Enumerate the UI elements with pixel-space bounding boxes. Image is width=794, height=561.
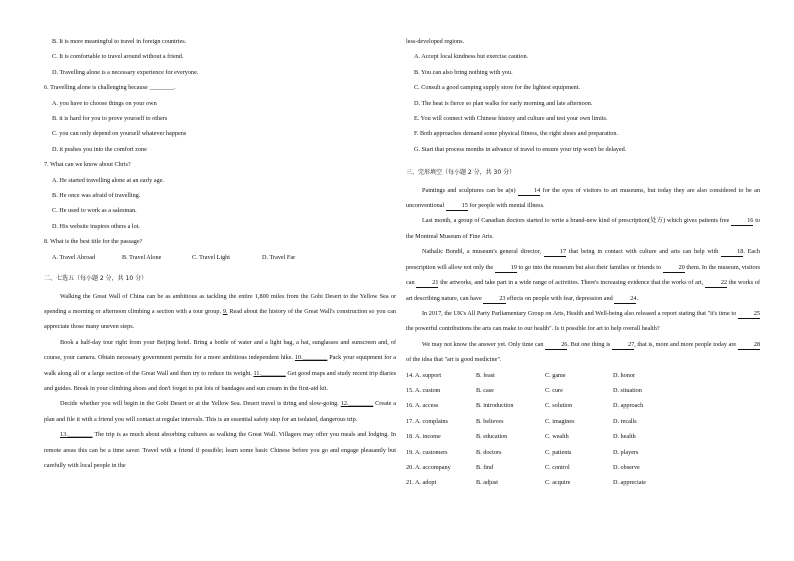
q6-option-c: C. you can only depend on yourself whatever happens (52, 130, 187, 138)
q8-stem: 8. What is the best title for the passage? (44, 238, 143, 246)
s2-option-g: G. Start that process months in advance of travel to ensure your trip won't be delayed. (414, 145, 627, 153)
s3-paragraph-2: Last month, a group of Canadian doctors started to write a brand-new kind of prescription(处方) which gives patients free 16 to the Montreal Museum of Fine Arts. (406, 217, 761, 240)
q8-option-d: D. Travel Far (262, 253, 296, 261)
s2-paragraph-3: Decide whether you will begin in the Gobi Desert or at the Yellow Sea. Desert travel is tiring and slow-going. 12.________ Create a plan and file it with a friend you will contact at regular intervals. This is an essential safety step for an isolated, dangerous trip. (44, 400, 396, 423)
q5-option-c: C. It is comfortable to travel around without a friend. (52, 53, 184, 61)
q7-option-d: D. His website inspires others a lot. (52, 222, 140, 230)
blank-13: 13.________ (60, 431, 93, 439)
blank-14: 14 (518, 187, 540, 196)
right-column (406, 34, 760, 491)
q6-stem: 6. Travelling alone is challenging because ________. (44, 84, 176, 92)
choice-row-14: 14. A. support B. feast C. game D. honor (406, 371, 635, 379)
left-column (44, 34, 396, 473)
q8-option-b: B. Travel Alone (122, 253, 162, 261)
q7-option-c: C. He used to work as a salesman. (52, 207, 137, 215)
s2-paragraph-2: Book a half-day tour right from your Beijing hotel. Bring a bottle of water and a light bag, a hat, sunglasses and sunscreen and, of course, your camera. Obtain necessary government permits for a more ambitious independent hike. 10.________ Pack your equipment for a walk along all or a large section of the Great Wall and then try to reduce its weight. 11.________ Get good maps and study recent trip diaries and guides. Break in your climbing shoes and don't forget to put lots of bandages and sun cream in the first-aid kit. (44, 338, 397, 392)
s2-paragraph-4: 13.________ The trip is as much about absorbing cultures as walking the Great Wall. Villagers may offer you meals and lodging. In remote areas this can be a time saver. Travel with a friend if possible; learn some basic Chinese before you go and engage pleasantly but carefully with local people in the (44, 431, 396, 469)
blank-10: 10.________ (294, 354, 328, 362)
choice-row-18: 18. A. income B. education C. wealth D. health (406, 433, 636, 441)
s3-paragraph-4: In 2017, the UK's All Party Parliamentary Group on Arts, Health and Well-being also released a report stating that "it's time to 25 the powerful contributions the arts can make to our health". Is it possible for art to help overall health? (406, 309, 760, 333)
blank-21: 21 (416, 279, 438, 288)
blank-20: 20 (663, 264, 685, 273)
q8-option-a: A. Travel Abroad (52, 253, 96, 261)
s2-option-a: A. Accept local kindness but exercise caution. (414, 53, 529, 61)
s3-paragraph-1: Paintings and sculptures can be a(n) 14 for the eyes of visitors to art museums, but today they are also considered to be an unconventional 15 for people with mental illness. (406, 186, 761, 210)
blank-15: 15 (446, 202, 468, 211)
s2-option-d: D. The heat is fierce so plan walks for early morning and late afternoon. (414, 99, 593, 107)
blank-23: 23 (483, 295, 505, 304)
blank-18: 18 (721, 248, 743, 257)
section-3-title: 三、完形填空（每小题 2 分，共 30 分） (406, 169, 516, 177)
q7-option-b: B. He once was afraid of travelling. (52, 192, 141, 200)
q6-option-d: D. it pushes you into the comfort zone (52, 145, 147, 153)
section-2-title: 二、七选五（每小题 2 分，共 10 分） (44, 275, 148, 283)
q8-option-c: C. Travel Light (192, 253, 230, 261)
choice-row-19: 19. A. customers B. doctors C. patients D. players (406, 448, 639, 456)
choice-row-21: 21. A. adopt B. adjust C. acquire D. appreciate (406, 479, 646, 487)
s2-option-b: B. You can also bring nothing with you. (414, 68, 513, 76)
choice-row-16: 16. A. access B. introduction C. solution D. approach (406, 402, 644, 410)
s2-paragraph-1: Walking the Great Wall of China can be as ambitious as tackling the entire 1,800 miles from the Gobi Desert to the Yellow Sea or spending a morning or afternoon climbing a section with a tour group. 9. Read about the history of the Great Wall's construction so you can appreciate those many uneven steps. (44, 292, 397, 331)
s2-option-e: E. You will connect with Chinese history and culture and test your own limits. (414, 115, 608, 123)
blank-12: 12.________ (340, 400, 374, 408)
q6-option-a: A. you have to choose things on your own (52, 99, 157, 107)
choice-row-20: 20. A. accompany B. find C. control D. observe (406, 463, 640, 471)
s2-option-c: C. Consult a good camping supply store for the lightest equipment. (414, 84, 581, 92)
blank-17: 17 (544, 248, 566, 257)
blank-19: 19 (495, 264, 517, 273)
q8-options (44, 250, 396, 265)
s3-paragraph-3: Nathalic Bondil, a museum's general director, 17 that being in contact with culture and arts can help with 18. Each prescription will allow not only the 19 to go into the museum but also their families or friends to 20 them. In the museum, visitors can 21 the artworks, and take part in a wide range of activities. There's increasing evidence that the works of art, 22 the works of art describing nature, can have 23 effects on people with fear, depression and 24. (406, 248, 761, 302)
q7-option-a: A. He started travelling alone at an early age. (52, 176, 165, 184)
s2-paragraph-4-end: less-developed regions. (406, 38, 465, 45)
blank-26: 26 (545, 341, 567, 350)
blank-25: 25 (738, 310, 760, 319)
q5-option-d: D. Travelling alone is a necessary experience for everyone. (52, 68, 199, 76)
blank-24: 24 (614, 295, 636, 304)
blank-27: 27 (612, 341, 634, 350)
s2-option-f: F. Both approaches demand some physical fitness, the right shoes and preparation. (414, 130, 618, 138)
q5-option-b: B. It is more meaningful to travel in foreign countries. (52, 38, 187, 45)
blank-11: 11.________ (253, 369, 286, 377)
blank-16: 16 (731, 217, 753, 226)
q6-option-b: B. it is hard for you to prove yourself to others (52, 115, 168, 123)
blank-22: 22 (705, 279, 727, 288)
q7-stem: 7. What can we know about Chris? (44, 161, 131, 169)
blank-9: 9. (222, 307, 228, 315)
choice-row-15: 15. A. custom B. case C. cure D. situation (406, 386, 642, 394)
blank-28: 28 (738, 341, 760, 350)
s3-paragraph-5: We may not know the answer yet. Only time can 26. But one thing is 27, that is, more and more people today are 28 of the idea that "art is good medicine". (406, 340, 761, 364)
choice-row-17: 17. A. complains B. believes C. imagines D. recalls (406, 417, 637, 425)
